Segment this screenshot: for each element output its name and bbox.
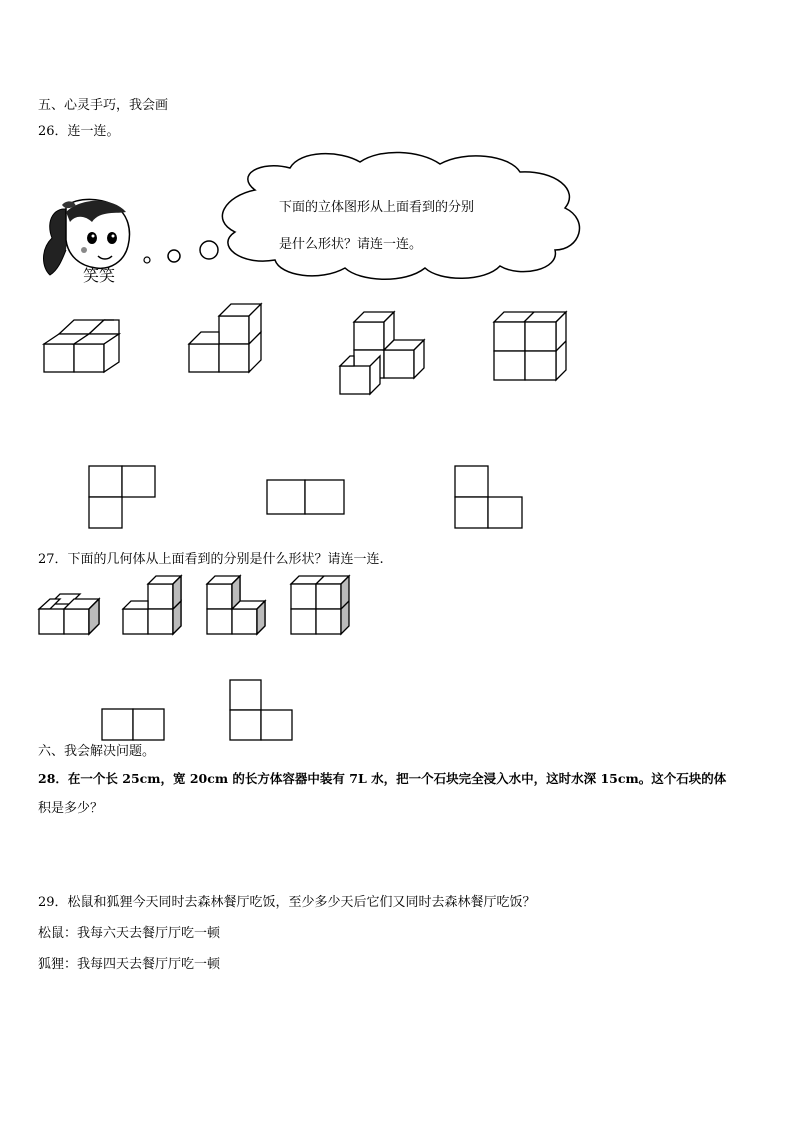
bubble-line-2: 是什么形状？请连一连。	[279, 237, 423, 252]
q26-view-b	[267, 480, 344, 514]
thought-dot-large	[200, 241, 218, 259]
q26-view-a	[89, 466, 155, 528]
question-29-text: 29．松鼠和狐狸今天同时去森林餐厅吃饭，至少多少天后它们又同时去森林餐厅吃饭？	[38, 895, 536, 910]
girl-icon	[44, 199, 130, 275]
thought-dot-small	[144, 257, 150, 263]
question-28-line-1: 28．在一个长 25cm，宽 20cm 的长方体容器中装有 7L 水，把一个石块完全浸入水中，这时水深 15cm。这个石块的体	[38, 771, 727, 786]
q26-solid-b	[189, 304, 261, 372]
squirrel-statement: 松鼠：我每六天去餐厅厅吃一顿	[38, 926, 221, 941]
character-name: 笑笑	[83, 266, 116, 285]
thought-dot-medium	[168, 250, 180, 262]
section-6-heading: 六、我会解决问题。	[38, 744, 156, 759]
question-27-text: 27．下面的几何体从上面看到的分别是什么形状？请连一连.	[38, 552, 384, 567]
q26-solid-c	[340, 312, 424, 394]
fox-statement: 狐狸：我每四天去餐厅厅吃一顿	[38, 957, 221, 972]
q26-view-c	[455, 466, 522, 528]
q26-solid-d	[494, 312, 566, 380]
question-26-title: 26．连一连。	[38, 124, 120, 139]
q26-solid-a	[44, 320, 119, 372]
q27-view-a	[102, 709, 164, 740]
bubble-line-1: 下面的立体图形从上面看到的分别	[279, 200, 475, 215]
section-5-heading: 五、心灵手巧，我会画	[38, 98, 169, 113]
q27-view-b	[230, 680, 292, 740]
q27-solid-b	[123, 576, 181, 634]
thought-cloud	[222, 152, 579, 279]
q27-solid-d	[291, 576, 349, 634]
question-28-line-2: 积是多少？	[38, 801, 104, 816]
